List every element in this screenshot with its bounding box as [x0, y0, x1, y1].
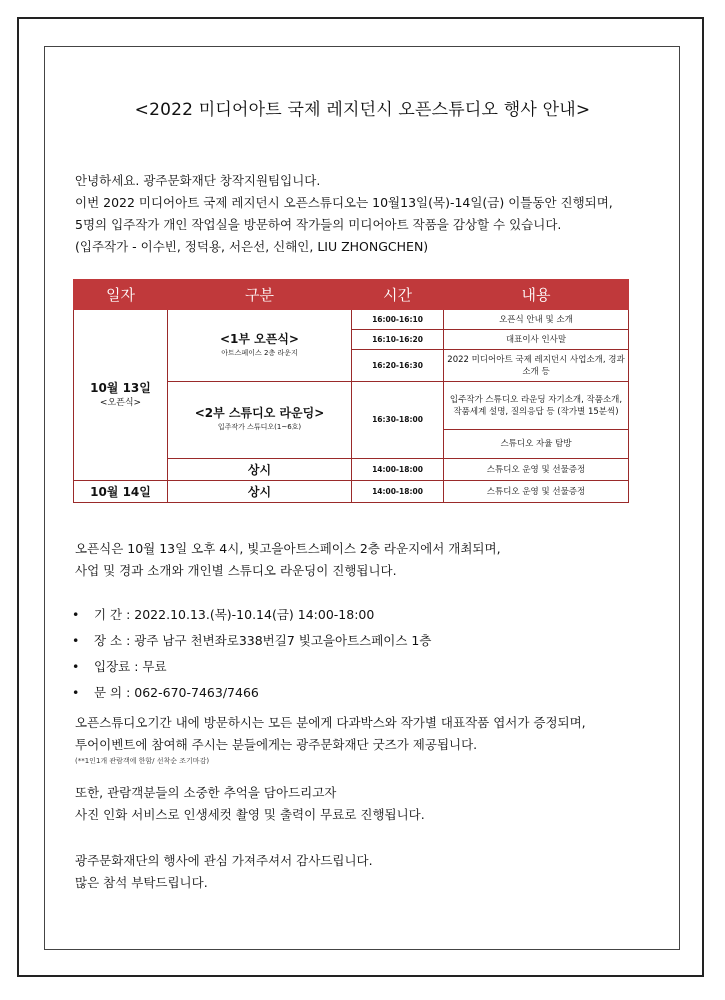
opening-line: 사업 및 경과 소개와 개인별 스튜디오 라운딩이 진행됩니다.: [75, 563, 397, 578]
time-cell: 14:00-18:00: [352, 481, 444, 503]
content-cell: 스튜디오 운영 및 선물증정: [444, 481, 629, 503]
content-cell: 대표이사 인사말: [444, 330, 629, 350]
info-contact: • 문 의 : 062-670-7463/7466: [72, 680, 431, 706]
header-date: 일자: [74, 280, 168, 310]
table-row: [74, 481, 629, 503]
content-cell: 오픈식 안내 및 소개: [444, 310, 629, 330]
closing-paragraph: [75, 850, 373, 894]
header-time: 시간: [352, 280, 444, 310]
gift-line: 오픈스튜디오기간 내에 방문하시는 모든 분에게 다과박스와 작가별 대표작품 엽서가 증정되며,: [75, 715, 586, 730]
time-cell: 14:00-18:00: [352, 459, 444, 481]
content-cell: 입주작가 스튜디오 라운딩 자기소개, 작품소개, 작품세계 설명, 질의응답 등 (작가별 15분씩): [444, 382, 629, 430]
info-period: • 기 간 : 2022.10.13.(목)-10.14(금) 14:00-18:00: [72, 602, 431, 628]
event-info-list: [72, 602, 431, 706]
table-header-row: [74, 280, 629, 310]
header-content: 내용: [444, 280, 629, 310]
intro-line: 5명의 입주작가 개인 작업실을 방문하여 작가들의 미디어아트 작품을 감상할 수 있습니다.: [75, 217, 562, 232]
day1-cell: [74, 310, 168, 481]
photo-paragraph: [75, 782, 425, 826]
gift-line: 투어이벤트에 참여해 주시는 분들에게는 광주문화재단 굿즈가 제공됩니다.: [75, 737, 478, 752]
content-cell: 2022 미디어아트 국제 레지던시 사업소개, 경과소개 등: [444, 350, 629, 382]
part1-sub: 아트스페이스 2층 라운지: [221, 348, 298, 357]
day2-label: 상시: [168, 481, 352, 503]
time-cell: 16:30-18:00: [352, 382, 444, 459]
content-cell: 스튜디오 운영 및 선물증정: [444, 459, 629, 481]
day2-date: 10월 14일: [74, 481, 168, 503]
part2-sub: 입주작가 스튜디오(1~6호): [217, 423, 302, 431]
time-cell: 16:20-16:30: [352, 350, 444, 382]
intro-paragraph: [75, 170, 613, 258]
content-cell: 스튜디오 자율 탐방: [444, 430, 629, 459]
opening-line: 오픈식은 10월 13일 오후 4시, 빛고을아트스페이스 2층 라운지에서 개최되며,: [75, 541, 501, 556]
schedule-table: [73, 279, 629, 503]
intro-line: 이번 2022 미디어아트 국제 레지던시 오픈스튜디오는 10월13일(목)-14일(금) 이틀동안 진행되며,: [75, 195, 613, 210]
opening-paragraph: [75, 538, 501, 582]
page-title: <2022 미디어아트 국제 레지던시 오픈스튜디오 행사 안내>: [134, 100, 591, 120]
table-row: [74, 310, 629, 330]
gift-note: (**1인1개 관람객에 한함/ 선착순 조기마감): [75, 757, 210, 765]
photo-line: 또한, 관람객분들의 소중한 추억을 담아드리고자: [75, 785, 337, 800]
header-category: 구분: [168, 280, 352, 310]
intro-line: 안녕하세요. 광주문화재단 창작지원팀입니다.: [75, 173, 321, 188]
regular1-label: 상시: [168, 459, 352, 481]
closing-line: 많은 참석 부탁드립니다.: [75, 875, 208, 890]
part1-cell: [168, 310, 352, 382]
day1-date: 10월 13일: [90, 380, 151, 395]
time-cell: 16:00-16:10: [352, 310, 444, 330]
gift-paragraph: [75, 712, 586, 767]
photo-line: 사진 인화 서비스로 인생세컷 촬영 및 출력이 무료로 진행됩니다.: [75, 807, 425, 822]
intro-line: (입주작가 - 이수빈, 정덕용, 서은선, 신해인, LIU ZHONGCHEN): [75, 239, 429, 254]
time-cell: 16:10-16:20: [352, 330, 444, 350]
closing-line: 광주문화재단의 행사에 관심 가져주셔서 감사드립니다.: [75, 853, 373, 868]
part2-cell: [168, 382, 352, 459]
info-place: • 장 소 : 광주 남구 천변좌로338번길7 빛고을아트스페이스 1층: [72, 628, 431, 654]
part1-label: <1부 오픈식>: [219, 331, 299, 346]
info-admission: • 입장료 : 무료: [72, 654, 431, 680]
day1-sub: <오픈식>: [99, 397, 142, 408]
part2-label: <2부 스튜디오 라운딩>: [194, 406, 325, 420]
